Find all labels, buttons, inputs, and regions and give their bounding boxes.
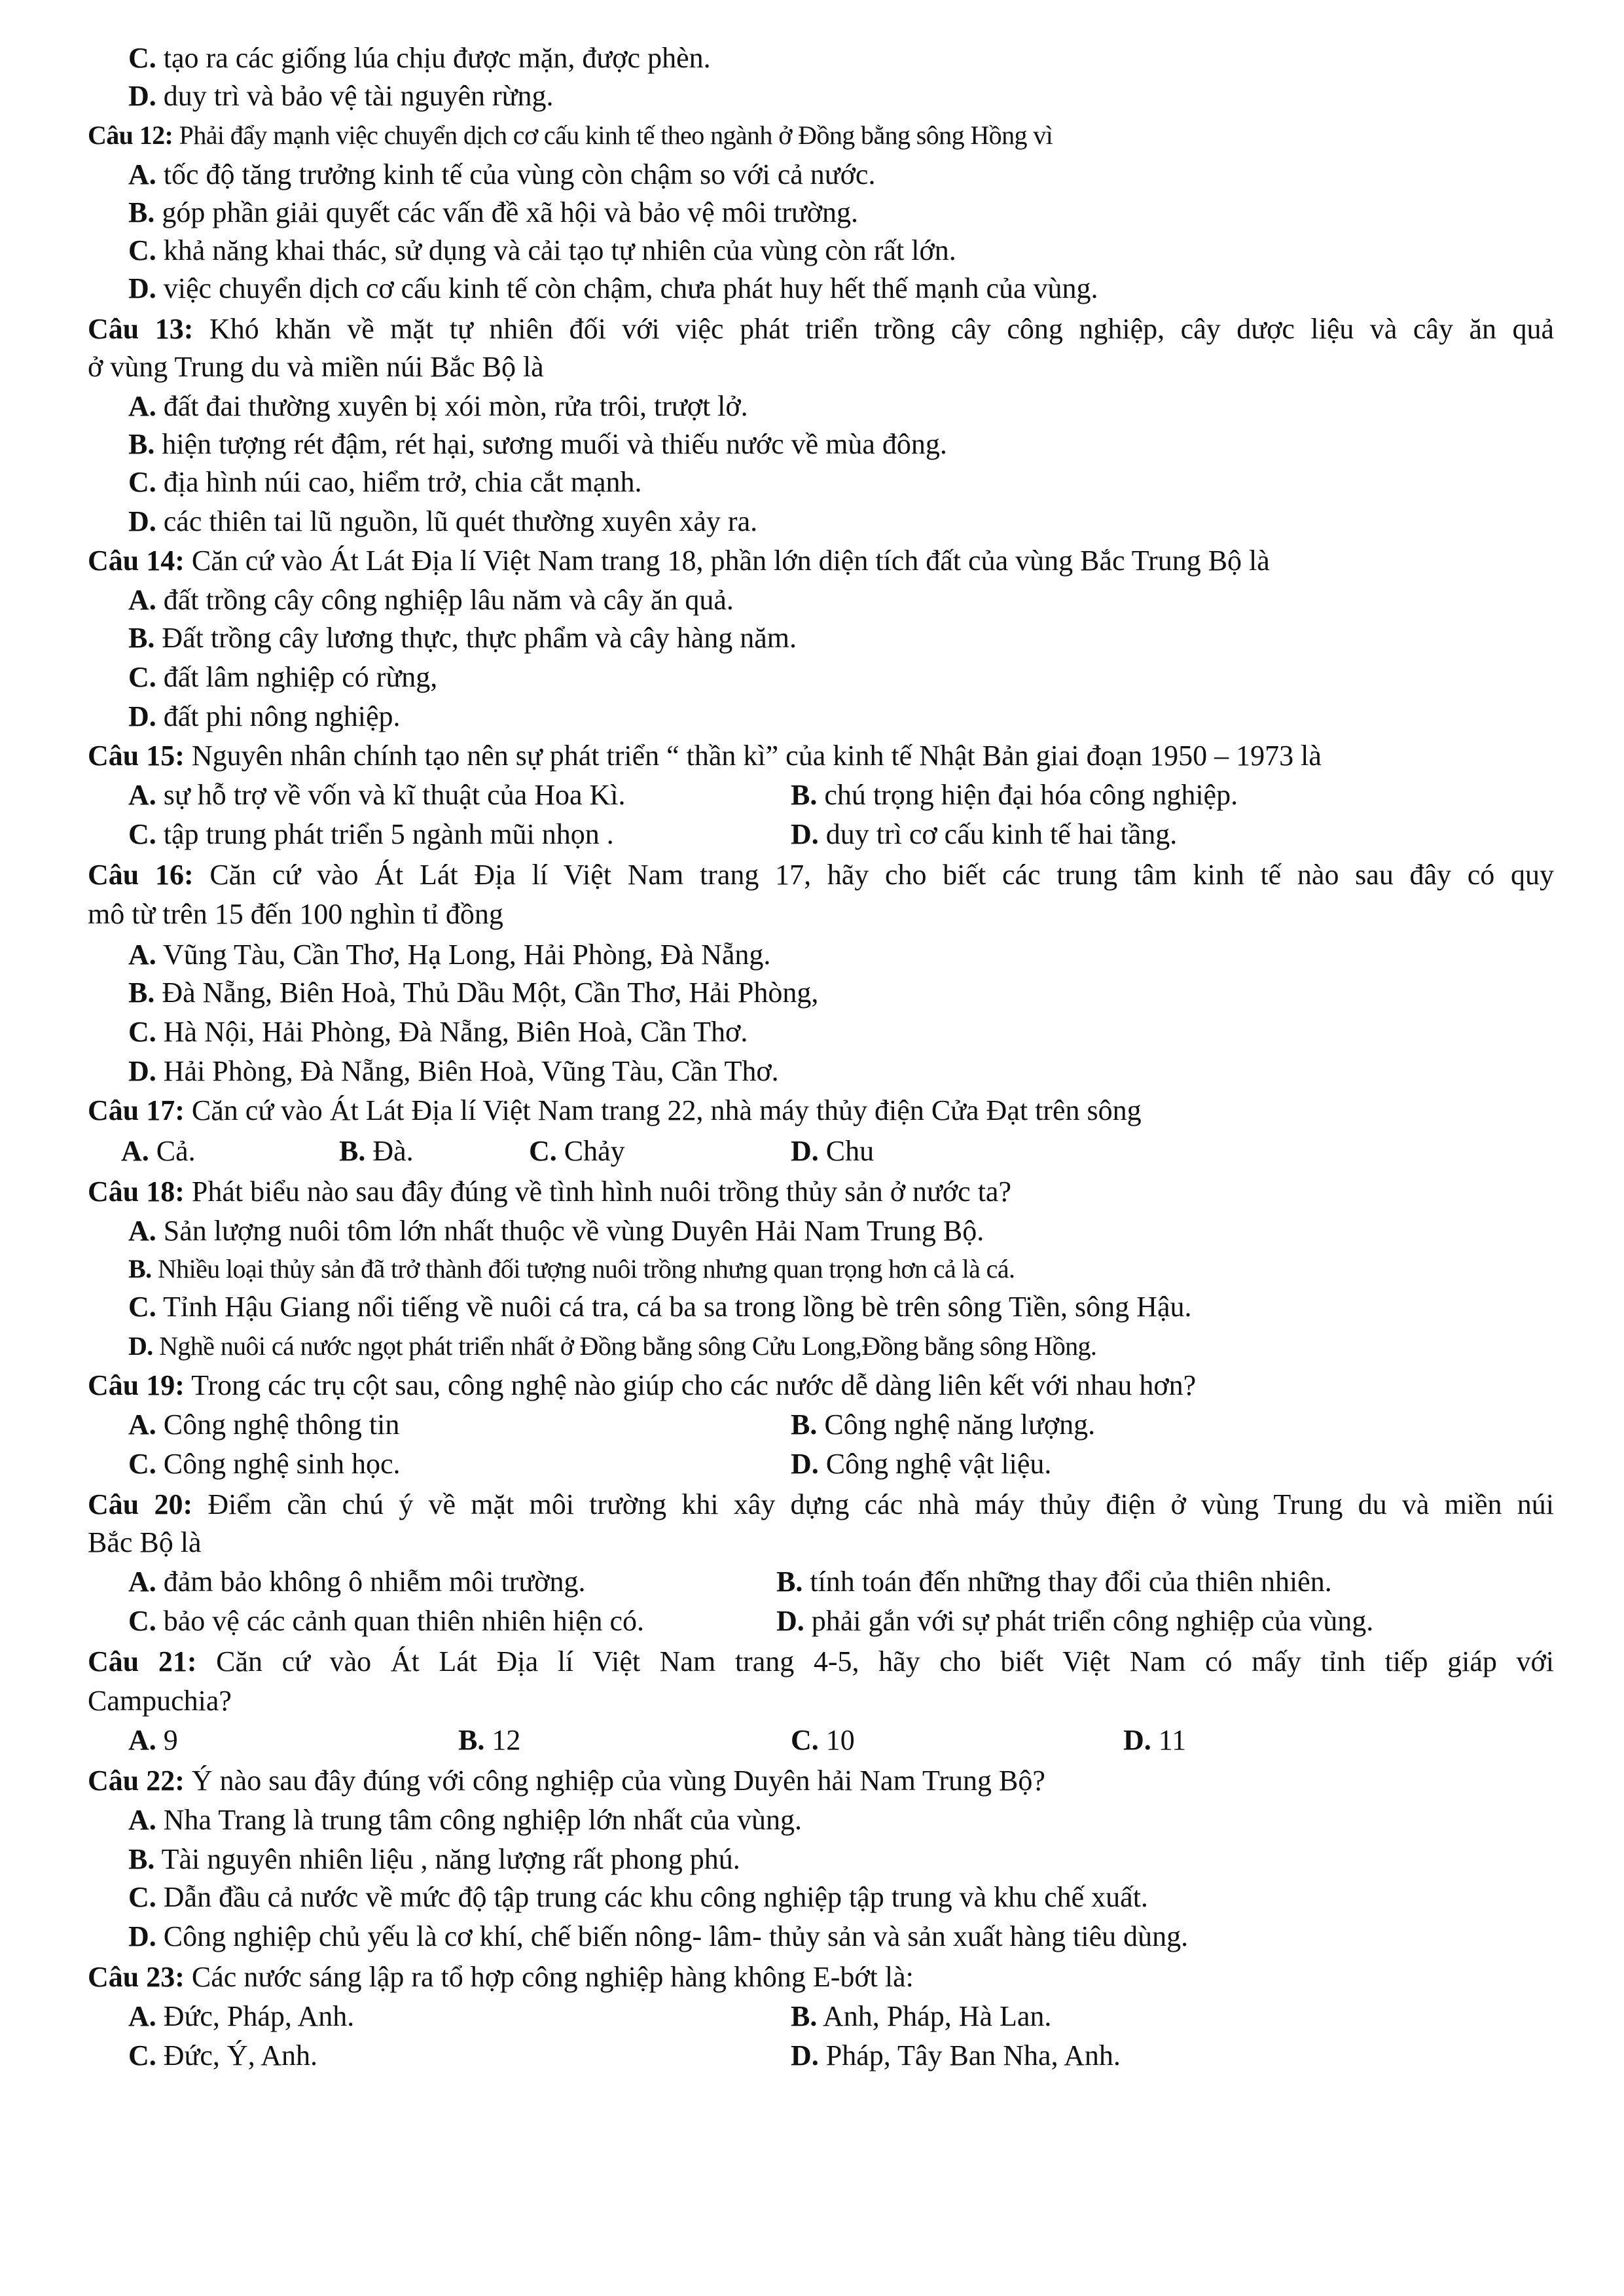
option-label: A. (128, 1804, 156, 1836)
question-label: Câu 15: (88, 740, 185, 772)
option-label: A. (128, 584, 156, 616)
option-label: C. (128, 1448, 156, 1480)
option-label: D. (791, 2039, 819, 2072)
option-label: A. (121, 1135, 149, 1167)
question-label: Câu 18: (88, 1175, 185, 1208)
option-text: Đức, Ý, Anh. (163, 2039, 318, 2072)
q14-option-c (128, 660, 437, 695)
option-label: B. (458, 1724, 485, 1756)
option-text: Tỉnh Hậu Giang nổi tiếng về nuôi cá tra, cá ba sa trong lồng bè trên sông Tiền, sông Hậu. (163, 1291, 1192, 1323)
option-text: Đà Nẵng, Biên Hoà, Thủ Dầu Một, Cần Thơ, Hải Phòng, (162, 977, 819, 1009)
q11-option-c (128, 41, 711, 76)
q22-option-b (128, 1842, 740, 1877)
option-text: Vũng Tàu, Cần Thơ, Hạ Long, Hải Phòng, Đà Nẵng. (163, 939, 771, 971)
q17-option-a (121, 1134, 196, 1169)
q14-option-d (128, 699, 401, 734)
option-label: B. (791, 1408, 818, 1441)
option-label: C. (128, 1291, 156, 1323)
q18-option-a (128, 1213, 984, 1249)
question-text: Căn cứ vào Át Lát Địa lí Việt Nam trang 17, hãy cho biết các trung tâm kinh tế nào sau đây có quy (209, 859, 1555, 891)
option-label: B. (791, 2000, 818, 2032)
option-label: C. (128, 42, 156, 74)
option-label: A. (128, 1215, 156, 1247)
q19-option-a (128, 1407, 399, 1443)
option-text: tạo ra các giống lúa chịu được mặn, được phèn. (163, 42, 711, 74)
option-label: D. (791, 1448, 819, 1480)
question-text: mô từ trên 15 đến 100 nghìn tỉ đồng (88, 898, 503, 930)
option-label: B. (128, 622, 155, 654)
option-text: 10 (825, 1724, 855, 1756)
option-text: Nhiều loại thủy sản đã trở thành đối tượng nuôi trồng nhưng quan trọng hơn cả là cá. (157, 1254, 1015, 1283)
option-text: các thiên tai lũ nguồn, lũ quét thường xuyên xảy ra. (163, 505, 758, 537)
q13-stem-line2 (88, 350, 544, 385)
option-text: Hà Nội, Hải Phòng, Đà Nẵng, Biên Hoà, Cần Thơ. (163, 1016, 748, 1048)
option-text: duy trì và bảo vệ tài nguyên rừng. (163, 80, 554, 112)
q21-stem-line2 (88, 1683, 232, 1719)
option-label: C. (128, 661, 156, 693)
option-label: B. (128, 977, 155, 1009)
option-text: sự hỗ trợ về vốn và kĩ thuật của Hoa Kì. (163, 779, 626, 811)
option-text: đất trồng cây công nghiệp lâu năm và cây ăn quả. (163, 584, 734, 616)
q23-option-d (791, 2038, 1121, 2073)
option-label: A. (128, 779, 156, 811)
option-text: tính toán đến những thay đổi của thiên nhiên. (810, 1566, 1332, 1598)
q13-option-b (128, 427, 947, 462)
option-text: Pháp, Tây Ban Nha, Anh. (825, 2039, 1121, 2072)
option-label: A. (128, 390, 156, 422)
question-text: Ý nào sau đây đúng với công nghiệp của vùng Duyên hải Nam Trung Bộ? (191, 1765, 1045, 1797)
option-label: C. (128, 2039, 156, 2072)
q23-option-c (128, 2038, 317, 2073)
q20-option-c (128, 1604, 644, 1639)
option-text: Công nghiệp chủ yếu là cơ khí, chế biến nông- lâm- thủy sản và sản xuất hàng tiêu dùng. (163, 1920, 1189, 1952)
q19-option-d (791, 1446, 1051, 1482)
option-text: Hải Phòng, Đà Nẵng, Biên Hoà, Vũng Tàu, Cần Thơ. (163, 1055, 779, 1087)
option-label: D. (791, 1135, 819, 1167)
option-label: B. (339, 1135, 366, 1167)
q21-option-c (791, 1723, 855, 1758)
question-text: Căn cứ vào Át Lát Địa lí Việt Nam trang 22, nhà máy thủy điện Cửa Đạt trên sông (191, 1094, 1142, 1126)
option-label: C. (128, 1881, 156, 1913)
q20-option-a (128, 1564, 585, 1600)
question-label: Câu 19: (88, 1369, 185, 1401)
question-text: Căn cứ vào Át Lát Địa lí Việt Nam trang 18, phần lớn diện tích đất của vùng Bắc Trung Bộ là (191, 545, 1270, 577)
question-text: Trong các trụ cột sau, công nghệ nào giúp cho các nước dễ dàng liên kết với nhau hơn? (191, 1369, 1197, 1401)
q18-stem (88, 1174, 1011, 1210)
option-label: D. (128, 1920, 156, 1952)
q11-option-d (128, 79, 553, 114)
option-text: Chu (825, 1135, 875, 1167)
option-text: hiện tượng rét đậm, rét hại, sương muối và thiếu nước về mùa đông. (162, 428, 947, 460)
question-text: ở vùng Trung du và miền núi Bắc Bộ là (88, 351, 544, 383)
option-text: chú trọng hiện đại hóa công nghiệp. (824, 779, 1238, 811)
question-label: Câu 17: (88, 1094, 185, 1126)
q21-option-d (1123, 1723, 1186, 1758)
q15-option-d (791, 817, 1177, 852)
option-text: 12 (492, 1724, 521, 1756)
q18-option-b (128, 1251, 1015, 1287)
option-label: D. (128, 1055, 156, 1087)
option-text: đảm bảo không ô nhiễm môi trường. (163, 1566, 586, 1598)
q23-stem (88, 1960, 914, 1995)
option-text: đất đai thường xuyên bị xói mòn, rửa trôi, trượt lở. (163, 390, 748, 422)
q13-option-a (128, 389, 748, 424)
option-label: A. (128, 2000, 156, 2032)
option-text: Công nghệ năng lượng. (824, 1408, 1096, 1441)
option-text: Nha Trang là trung tâm công nghiệp lớn nhất của vùng. (163, 1804, 802, 1836)
option-text: Chảy (564, 1135, 625, 1167)
option-label: D. (128, 1331, 153, 1361)
q15-stem (88, 738, 1322, 774)
q12-option-a (128, 157, 875, 192)
option-label: B. (128, 1254, 152, 1283)
q12-option-d (128, 271, 1098, 306)
question-text: Điểm cần chú ý về mặt môi trường khi xây dựng các nhà máy thủy điện ở vùng Trung du và miền núi (208, 1488, 1554, 1520)
question-label: Câu 16: (88, 859, 194, 891)
option-label: B. (776, 1566, 803, 1598)
option-label: C. (529, 1135, 557, 1167)
option-text: tập trung phát triển 5 ngành mũi nhọn . (163, 818, 614, 850)
question-label: Câu 14: (88, 545, 185, 577)
option-text: Tài nguyên nhiên liệu , năng lượng rất phong phú. (161, 1843, 740, 1875)
question-text: Khó khăn về mặt tự nhiên đối với việc phát triển trồng cây công nghiệp, cây dược liệu và cây ăn quả (209, 313, 1555, 345)
q16-stem-line2 (88, 897, 503, 932)
q20-stem-line1 (88, 1487, 1554, 1522)
option-text: Nghề nuôi cá nước ngọt phát triển nhất ở Đồng bằng sông Cửu Long,Đồng bằng sông Hồng. (159, 1331, 1097, 1361)
question-text: Campuchia? (88, 1685, 232, 1717)
option-text: đất phi nông nghiệp. (163, 700, 401, 732)
q15-option-c (128, 817, 614, 852)
option-label: D. (128, 272, 156, 304)
q21-stem-line1 (88, 1644, 1554, 1679)
option-text: Anh, Pháp, Hà Lan. (822, 2000, 1052, 2032)
question-label: Câu 13: (88, 313, 194, 345)
option-label: C. (128, 234, 156, 266)
option-text: 9 (163, 1724, 178, 1756)
option-label: C. (128, 1605, 156, 1637)
q14-option-a (128, 583, 734, 618)
question-label: Câu 22: (88, 1765, 185, 1797)
option-text: Công nghệ thông tin (163, 1408, 400, 1441)
option-label: A. (128, 939, 156, 971)
question-text: Căn cứ vào Át Lát Địa lí Việt Nam trang 4-5, hãy cho biết Việt Nam có mấy tỉnh tiếp giáp với (216, 1645, 1555, 1677)
q13-option-d (128, 504, 757, 539)
question-text: Phát biểu nào sau đây đúng về tình hình nuôi trồng thủy sản ở nước ta? (191, 1175, 1011, 1208)
q17-option-b (339, 1134, 414, 1169)
option-label: D. (128, 505, 156, 537)
option-text: bảo vệ các cảnh quan thiên nhiên hiện có. (163, 1605, 645, 1637)
q23-option-b (791, 1999, 1051, 2034)
question-label: Câu 21: (88, 1645, 197, 1677)
question-label: Câu 12: (88, 120, 173, 150)
question-label: Câu 20: (88, 1488, 193, 1520)
option-label: B. (128, 428, 155, 460)
option-label: A. (128, 158, 156, 190)
option-label: A. (128, 1408, 156, 1441)
q16-option-b (128, 975, 818, 1011)
option-label: D. (128, 80, 156, 112)
q18-option-c (128, 1289, 1191, 1325)
option-label: C. (128, 466, 156, 498)
option-text: Cả. (156, 1135, 196, 1167)
q19-stem (88, 1368, 1196, 1403)
q13-option-c (128, 465, 642, 500)
question-label: Câu 23: (88, 1961, 185, 1993)
option-label: B. (128, 1843, 155, 1875)
option-text: Công nghệ vật liệu. (825, 1448, 1052, 1480)
option-text: Sản lượng nuôi tôm lớn nhất thuộc về vùng Duyên Hải Nam Trung Bộ. (163, 1215, 984, 1247)
q19-option-c (128, 1446, 401, 1482)
q22-stem (88, 1763, 1045, 1799)
q12-option-b (128, 195, 858, 230)
option-label: D. (1123, 1724, 1151, 1756)
option-label: C. (128, 1016, 156, 1048)
option-label: D. (128, 700, 156, 732)
q16-option-a (128, 937, 770, 973)
q22-option-c (128, 1880, 1148, 1915)
q14-stem (88, 543, 1270, 579)
option-text: góp phần giải quyết các vấn đề xã hội và bảo vệ môi trường. (162, 196, 859, 228)
q23-option-a (128, 1999, 354, 2034)
q22-option-a (128, 1803, 802, 1838)
option-text: Đức, Pháp, Anh. (163, 2000, 355, 2032)
q20-option-b (776, 1564, 1332, 1600)
option-label: B. (128, 196, 155, 228)
option-text: địa hình núi cao, hiểm trở, chia cắt mạnh. (163, 466, 642, 498)
q16-option-d (128, 1054, 779, 1089)
option-text: khả năng khai thác, sử dụng và cải tạo tự nhiên của vùng còn rất lớn. (163, 234, 956, 266)
option-label: A. (128, 1566, 156, 1598)
q12-option-c (128, 233, 956, 268)
q19-option-b (791, 1407, 1095, 1443)
q20-option-d (776, 1604, 1373, 1639)
option-text: Công nghệ sinh học. (163, 1448, 401, 1480)
question-text: Bắc Bộ là (88, 1526, 202, 1558)
option-text: 11 (1158, 1724, 1187, 1756)
option-label: B. (791, 779, 818, 811)
option-text: việc chuyển dịch cơ cấu kinh tế còn chậm, chưa phát huy hết thế mạnh của vùng. (163, 272, 1098, 304)
option-text: Đất trồng cây lương thực, thực phẩm và cây hàng năm. (162, 622, 797, 654)
option-text: duy trì cơ cấu kinh tế hai tầng. (825, 818, 1178, 850)
option-label: C. (128, 818, 156, 850)
option-text: đất lâm nghiệp có rừng, (163, 661, 438, 693)
option-text: Dẫn đầu cả nước về mức độ tập trung các khu công nghiệp tập trung và khu chế xuất. (163, 1881, 1148, 1913)
option-label: D. (776, 1605, 804, 1637)
q13-stem-line1 (88, 312, 1554, 347)
q17-option-d (791, 1134, 874, 1169)
option-label: D. (791, 818, 819, 850)
q20-stem-line2 (88, 1525, 202, 1560)
q17-option-c (529, 1134, 625, 1169)
q16-stem-line1 (88, 857, 1554, 893)
option-text: Đà. (372, 1135, 414, 1167)
q16-option-c (128, 1014, 748, 1050)
q12-stem (88, 118, 1053, 153)
option-label: A. (128, 1724, 156, 1756)
question-text: Các nước sáng lập ra tổ hợp công nghiệp hàng không E-bớt là: (191, 1961, 914, 1993)
question-text: Phải đẩy mạnh việc chuyển dịch cơ cấu kinh tế theo ngành ở Đồng bằng sông Hồng vì (179, 120, 1053, 150)
q15-option-b (791, 778, 1238, 813)
q18-option-d (128, 1329, 1096, 1364)
q22-option-d (128, 1919, 1188, 1954)
option-label: C. (791, 1724, 819, 1756)
option-text: phải gắn với sự phát triển công nghiệp của vùng. (811, 1605, 1374, 1637)
q17-stem (88, 1093, 1142, 1128)
option-text: tốc độ tăng trưởng kinh tế của vùng còn chậm so với cả nước. (163, 158, 876, 190)
question-text: Nguyên nhân chính tạo nên sự phát triển “ thần kì” của kinh tế Nhật Bản giai đoạn 1950 – 1973 là (191, 740, 1322, 772)
q15-option-a (128, 778, 626, 813)
q21-option-a (128, 1723, 178, 1758)
q14-option-b (128, 620, 797, 656)
q21-option-b (458, 1723, 520, 1758)
